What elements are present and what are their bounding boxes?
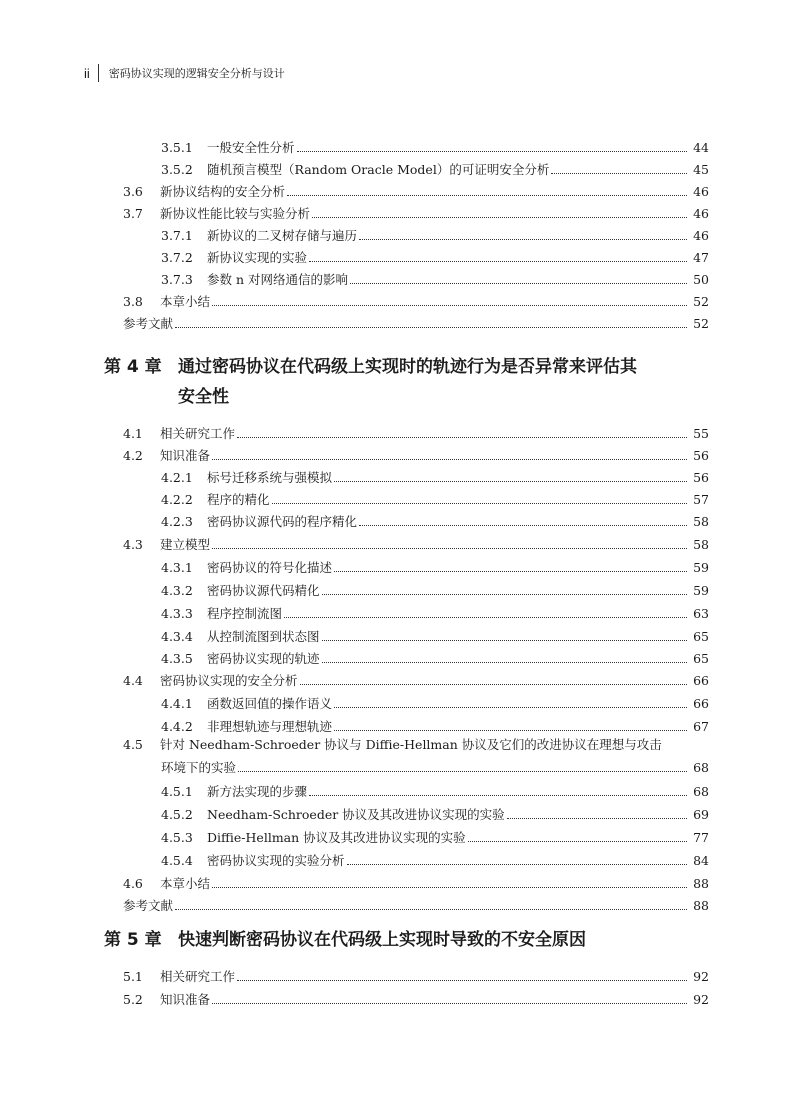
toc-leader-dots	[359, 524, 687, 526]
toc-entry-number: 3.5.2	[161, 162, 193, 177]
toc-entry-number: 4.6	[123, 876, 143, 891]
toc-entry[interactable]	[123, 667, 709, 689]
toc-entry-label: 参考文献	[123, 898, 174, 913]
toc-entry-number: 5.2	[123, 992, 143, 1007]
toc-leader-dots	[237, 979, 687, 981]
toc-leader-dots	[350, 282, 687, 284]
toc-entry-continuation[interactable]	[161, 754, 709, 776]
toc-leader-dots	[322, 661, 687, 663]
toc-entry[interactable]	[123, 200, 709, 222]
toc-leader-dots	[468, 840, 687, 842]
toc-entry-number: 4.3.2	[161, 583, 193, 598]
toc-entry-page: 57	[693, 492, 709, 507]
toc-entry-page: 77	[693, 830, 709, 845]
toc-entry-page: 65	[693, 651, 709, 666]
toc-entry-number: 4.5.2	[161, 807, 193, 822]
toc-entry-number: 3.7.2	[161, 250, 193, 265]
toc-entry-label: 知识准备	[160, 448, 211, 463]
chapter-title: 快速判断密码协议在代码级上实现时导致的不安全原因	[178, 930, 586, 950]
toc-leader-dots	[309, 794, 687, 796]
toc-entry[interactable]	[161, 486, 709, 508]
toc-entry[interactable]	[123, 531, 709, 553]
toc-leader-dots	[334, 570, 687, 572]
toc-entry-page: 58	[693, 514, 709, 529]
toc-entry[interactable]	[161, 244, 709, 266]
toc-leader-dots	[359, 238, 687, 240]
toc-entry-label: 参考文献	[123, 316, 174, 331]
toc-entry-label: Needham-Schroeder 协议及其改进协议实现的实验	[207, 807, 505, 822]
toc-entry-page: 88	[693, 898, 709, 913]
toc-entry-page: 92	[693, 969, 709, 984]
toc-entry-label: 密码协议实现的安全分析	[160, 673, 298, 688]
toc-leader-dots	[347, 863, 687, 865]
toc-entry-label: 新协议性能比较与实验分析	[160, 206, 311, 221]
toc-leader-dots	[284, 616, 687, 618]
toc-entry[interactable]	[161, 577, 709, 599]
toc-entry-number: 4.2.1	[161, 470, 193, 485]
toc-entry-page: 59	[693, 583, 709, 598]
toc-entry-page: 69	[693, 807, 709, 822]
toc-entry-label: 新方法实现的步骤	[207, 784, 308, 799]
chapter-number: 第 5 章	[104, 930, 162, 950]
toc-entry[interactable]	[123, 420, 709, 442]
toc-entry[interactable]	[161, 554, 709, 576]
toc-entry-label: 本章小结	[160, 876, 211, 891]
toc-entry-number: 4.3.5	[161, 651, 193, 666]
toc-leader-dots	[297, 150, 687, 152]
toc-entry[interactable]	[161, 824, 709, 846]
toc-entry-number: 4.3.1	[161, 560, 193, 575]
toc-leader-dots	[237, 436, 687, 438]
toc-entry-page: 44	[693, 140, 709, 155]
header-book-title: 密码协议实现的逻辑安全分析与设计	[108, 67, 285, 80]
toc-entry-label: 知识准备	[160, 992, 211, 1007]
toc-entry-number: 3.7.1	[161, 228, 193, 243]
toc-entry-label: Diffie-Hellman 协议及其改进协议实现的实验	[207, 830, 466, 845]
toc-entry-label: 密码协议源代码精化	[207, 583, 320, 598]
header-page-number: ii	[84, 65, 90, 81]
toc-entry-number: 3.5.1	[161, 140, 193, 155]
toc-entry-label: 一般安全性分析	[207, 140, 295, 155]
toc-entry[interactable]	[161, 847, 709, 869]
toc-entry-number: 4.2	[123, 448, 143, 463]
toc-entry-page: 56	[693, 470, 709, 485]
toc-entry-number: 4.3.3	[161, 606, 193, 621]
toc-leader-dots	[175, 326, 687, 328]
toc-entry[interactable]	[123, 288, 709, 310]
toc-entry-label: 非理想轨迹与理想轨迹	[207, 719, 333, 734]
toc-entry-label: 密码协议实现的实验分析	[207, 853, 345, 868]
toc-leader-dots	[309, 260, 687, 262]
toc-entry-page: 68	[693, 784, 709, 799]
toc-leader-dots	[272, 502, 687, 504]
toc-entry-page: 46	[693, 228, 709, 243]
toc-entry-label: 针对 Needham-Schroeder 协议与 Diffie-Hellman 协议及它们的改进协议在理想与攻击	[160, 737, 662, 752]
toc-entry-page: 47	[693, 250, 709, 265]
toc-entry-label: 相关研究工作	[160, 969, 236, 984]
toc-entry[interactable]	[161, 134, 709, 156]
toc-entry-label: 新协议结构的安全分析	[160, 184, 286, 199]
toc-entry[interactable]	[161, 508, 709, 530]
chapter-heading[interactable]	[104, 352, 714, 412]
toc-entry-page: 63	[693, 606, 709, 621]
toc-entry-page: 67	[693, 719, 709, 734]
toc-entry[interactable]	[123, 870, 709, 892]
toc-entry-page: 46	[693, 206, 709, 221]
toc-leader-dots	[334, 729, 687, 731]
toc-entry-label: 本章小结	[160, 294, 211, 309]
toc-entry-number: 4.3	[123, 537, 143, 552]
toc-entry-wrapped[interactable]	[123, 737, 709, 753]
toc-entry[interactable]	[123, 442, 709, 464]
toc-entry-label: 随机预言模型（Random Oracle Model）的可证明安全分析	[207, 162, 550, 177]
toc-entry-page: 46	[693, 184, 709, 199]
toc-entry[interactable]	[161, 600, 709, 622]
toc-entry[interactable]	[161, 645, 709, 667]
chapter-heading[interactable]	[104, 925, 714, 955]
toc-entry[interactable]	[123, 178, 709, 200]
toc-entry[interactable]	[161, 623, 709, 645]
toc-entry[interactable]	[161, 266, 709, 288]
toc-leader-dots	[212, 1002, 687, 1004]
toc-entry-page: 55	[693, 426, 709, 441]
toc-entry-label: 相关研究工作	[160, 426, 236, 441]
toc-entry-page: 58	[693, 537, 709, 552]
toc-leader-dots	[551, 172, 687, 174]
toc-entry-number: 4.5	[123, 737, 143, 752]
toc-entry[interactable]	[161, 713, 709, 735]
toc-leader-dots	[175, 908, 687, 910]
toc-leader-dots	[212, 304, 687, 306]
toc-entry-label: 密码协议实现的轨迹	[207, 651, 320, 666]
toc-entry-label: 新协议实现的实验	[207, 250, 308, 265]
toc-entry-label: 参数 n 对网络通信的影响	[207, 272, 348, 287]
toc-entry-number: 4.4.2	[161, 719, 193, 734]
toc-entry-number: 4.5.1	[161, 784, 193, 799]
toc-entry-page: 84	[693, 853, 709, 868]
toc-leader-dots	[212, 458, 687, 460]
toc-leader-dots	[507, 817, 687, 819]
toc-entry-number: 3.7.3	[161, 272, 193, 287]
toc-entry-label: 密码协议的符号化描述	[207, 560, 333, 575]
toc-entry-number: 4.5.4	[161, 853, 193, 868]
toc-entry-label: 程序控制流图	[207, 606, 283, 621]
toc-entry-page: 65	[693, 629, 709, 644]
toc-entry-label: 程序的精化	[207, 492, 270, 507]
toc-entry-page: 88	[693, 876, 709, 891]
toc-entry[interactable]	[123, 310, 709, 332]
toc-entry-number: 4.2.2	[161, 492, 193, 507]
toc-leader-dots	[300, 683, 687, 685]
toc-entry-number: 4.2.3	[161, 514, 193, 529]
toc-entry[interactable]	[161, 801, 709, 823]
header-divider	[98, 64, 99, 82]
toc-entry-number: 3.6	[123, 184, 143, 199]
toc-entry-number: 4.3.4	[161, 629, 193, 644]
toc-entry-page: 52	[693, 294, 709, 309]
running-header	[84, 62, 285, 84]
toc-leader-dots	[238, 770, 687, 772]
toc-entry-number: 5.1	[123, 969, 143, 984]
toc-entry[interactable]	[123, 892, 709, 914]
toc-entry[interactable]	[161, 778, 709, 800]
toc-entry-label: 函数返回值的操作语义	[207, 696, 333, 711]
toc-entry-number: 4.4	[123, 673, 143, 688]
toc-leader-dots	[334, 706, 687, 708]
toc-entry[interactable]	[161, 222, 709, 244]
toc-entry-page: 56	[693, 448, 709, 463]
chapter-title: 通过密码协议在代码级上实现时的轨迹行为是否异常来评估其	[178, 357, 637, 377]
toc-entry[interactable]	[161, 464, 709, 486]
toc-leader-dots	[287, 194, 687, 196]
chapter-title-continued: 安全性	[178, 387, 229, 407]
toc-entry[interactable]	[161, 156, 709, 178]
toc-entry-label: 密码协议源代码的程序精化	[207, 514, 358, 529]
toc-entry[interactable]	[123, 986, 709, 1008]
toc-leader-dots	[322, 639, 687, 641]
chapter-number: 第 4 章	[104, 357, 162, 377]
toc-leader-dots	[212, 547, 687, 549]
toc-leader-dots	[212, 886, 687, 888]
toc-entry-label: 标号迁移系统与强模拟	[207, 470, 333, 485]
toc-entry-label: 建立模型	[160, 537, 211, 552]
toc-entry-label-continued: 环境下的实验	[161, 760, 237, 775]
toc-entry-number: 4.5.3	[161, 830, 193, 845]
toc-entry-page: 59	[693, 560, 709, 575]
toc-entry-number: 4.4.1	[161, 696, 193, 711]
toc-entry-label: 从控制流图到状态图	[207, 629, 320, 644]
toc-entry-page: 52	[693, 316, 709, 331]
toc-entry-label: 新协议的二叉树存储与遍历	[207, 228, 358, 243]
toc-entry-page: 68	[693, 760, 709, 775]
toc-entry-page: 66	[693, 673, 709, 688]
toc-leader-dots	[312, 216, 687, 218]
toc-entry-number: 4.1	[123, 426, 143, 441]
toc-entry[interactable]	[123, 963, 709, 985]
toc-entry[interactable]	[161, 690, 709, 712]
toc-entry-number: 3.8	[123, 294, 143, 309]
toc-leader-dots	[322, 593, 687, 595]
toc-entry-page: 92	[693, 992, 709, 1007]
toc-entry-page: 50	[693, 272, 709, 287]
toc-entry-page: 66	[693, 696, 709, 711]
toc-leader-dots	[334, 480, 687, 482]
toc-entry-page: 45	[693, 162, 709, 177]
toc-entry-number: 3.7	[123, 206, 143, 221]
